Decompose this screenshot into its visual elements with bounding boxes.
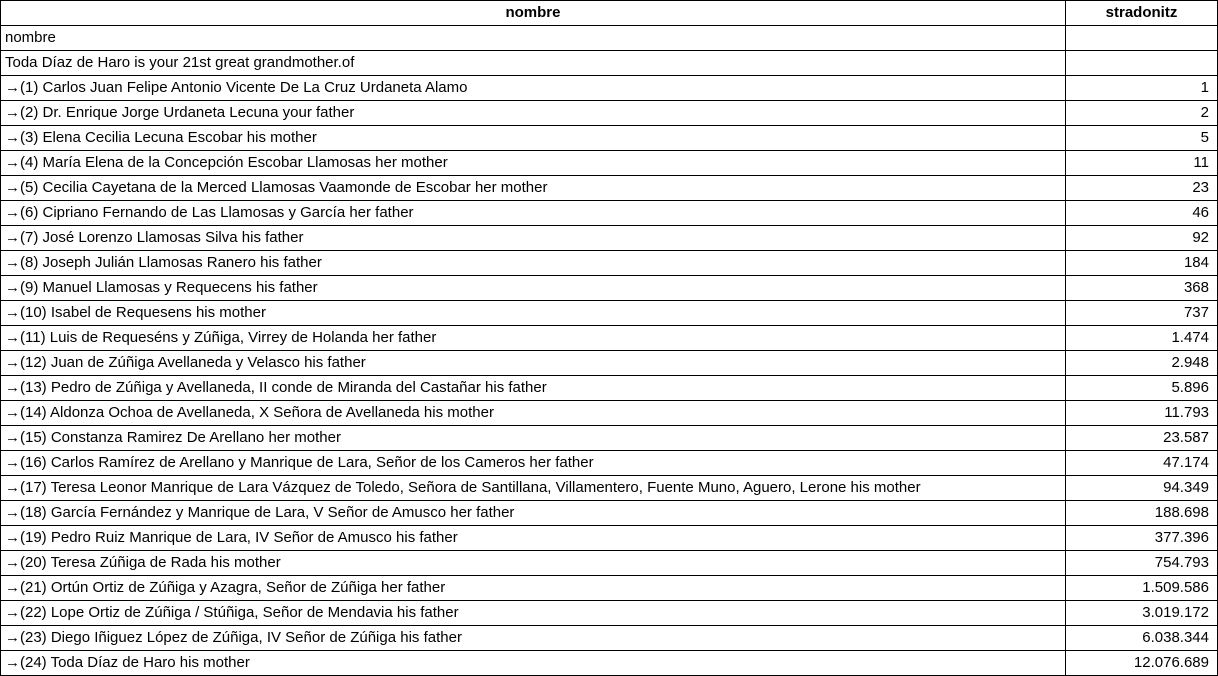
table-row	[1, 551, 1218, 576]
stradonitz-cell[interactable]: 2.948	[1066, 351, 1218, 376]
table-row	[1, 476, 1218, 501]
table-row	[1, 126, 1218, 151]
name-cell[interactable]: →(7) José Lorenzo Llamosas Silva his father	[1, 226, 1066, 251]
table-row	[1, 101, 1218, 126]
name-cell[interactable]: →(19) Pedro Ruiz Manrique de Lara, IV Señor de Amusco his father	[1, 526, 1066, 551]
table-row	[1, 326, 1218, 351]
table-row	[1, 226, 1218, 251]
table-row	[1, 501, 1218, 526]
table-row	[1, 351, 1218, 376]
name-cell[interactable]: →(15) Constanza Ramirez De Arellano her mother	[1, 426, 1066, 451]
name-cell[interactable]: →(20) Teresa Zúñiga de Rada his mother	[1, 551, 1066, 576]
table-row	[1, 401, 1218, 426]
subheader-empty-cell[interactable]	[1066, 26, 1218, 51]
relation-empty-cell[interactable]	[1066, 51, 1218, 76]
name-cell[interactable]: →(17) Teresa Leonor Manrique de Lara Vázquez de Toledo, Señora de Santillana, Villamentero, Fuente Muno, Aguero, Lerone his mother	[1, 476, 1066, 501]
stradonitz-cell[interactable]: 11	[1066, 151, 1218, 176]
table-row	[1, 301, 1218, 326]
stradonitz-cell[interactable]: 46	[1066, 201, 1218, 226]
table-row	[1, 576, 1218, 601]
stradonitz-cell[interactable]: 1.509.586	[1066, 576, 1218, 601]
name-cell[interactable]: →(2) Dr. Enrique Jorge Urdaneta Lecuna your father	[1, 101, 1066, 126]
name-cell[interactable]: →(18) García Fernández y Manrique de Lara, V Señor de Amusco her father	[1, 501, 1066, 526]
name-cell[interactable]: →(1) Carlos Juan Felipe Antonio Vicente De La Cruz Urdaneta Alamo	[1, 76, 1066, 101]
stradonitz-cell[interactable]: 5.896	[1066, 376, 1218, 401]
stradonitz-cell[interactable]: 368	[1066, 276, 1218, 301]
name-cell[interactable]: →(16) Carlos Ramírez de Arellano y Manrique de Lara, Señor de los Cameros her father	[1, 451, 1066, 476]
name-cell[interactable]: →(10) Isabel de Requesens his mother	[1, 301, 1066, 326]
name-cell[interactable]: →(21) Ortún Ortiz de Zúñiga y Azagra, Señor de Zúñiga her father	[1, 576, 1066, 601]
stradonitz-cell[interactable]: 5	[1066, 126, 1218, 151]
name-cell[interactable]: →(9) Manuel Llamosas y Requecens his father	[1, 276, 1066, 301]
table-row	[1, 426, 1218, 451]
table-row	[1, 451, 1218, 476]
column-header-nombre[interactable]: nombre	[1, 1, 1066, 26]
name-cell[interactable]: →(23) Diego Iñiguez López de Zúñiga, IV Señor de Zúñiga his father	[1, 626, 1066, 651]
name-cell[interactable]: →(11) Luis de Requeséns y Zúñiga, Virrey de Holanda her father	[1, 326, 1066, 351]
table-row	[1, 651, 1218, 676]
name-cell[interactable]: →(6) Cipriano Fernando de Las Llamosas y García her father	[1, 201, 1066, 226]
stradonitz-cell[interactable]: 23	[1066, 176, 1218, 201]
name-cell[interactable]: →(13) Pedro de Zúñiga y Avellaneda, II conde de Miranda del Castañar his father	[1, 376, 1066, 401]
subheader-row	[1, 26, 1218, 51]
stradonitz-cell[interactable]: 188.698	[1066, 501, 1218, 526]
stradonitz-cell[interactable]: 754.793	[1066, 551, 1218, 576]
name-cell[interactable]: →(14) Aldonza Ochoa de Avellaneda, X Señora de Avellaneda his mother	[1, 401, 1066, 426]
table-row	[1, 176, 1218, 201]
stradonitz-cell[interactable]: 737	[1066, 301, 1218, 326]
name-cell[interactable]: →(3) Elena Cecilia Lecuna Escobar his mother	[1, 126, 1066, 151]
table-row	[1, 151, 1218, 176]
name-cell[interactable]: →(4) María Elena de la Concepción Escobar Llamosas her mother	[1, 151, 1066, 176]
stradonitz-cell[interactable]: 12.076.689	[1066, 651, 1218, 676]
header-row	[1, 1, 1218, 26]
stradonitz-cell[interactable]: 11.793	[1066, 401, 1218, 426]
name-cell[interactable]: →(12) Juan de Zúñiga Avellaneda y Velasco his father	[1, 351, 1066, 376]
stradonitz-cell[interactable]: 184	[1066, 251, 1218, 276]
subheader-label-cell[interactable]: nombre	[1, 26, 1066, 51]
table-row	[1, 251, 1218, 276]
name-cell[interactable]: →(5) Cecilia Cayetana de la Merced Llamosas Vaamonde de Escobar her mother	[1, 176, 1066, 201]
stradonitz-cell[interactable]: 377.396	[1066, 526, 1218, 551]
table-row	[1, 276, 1218, 301]
name-cell[interactable]: →(22) Lope Ortiz de Zúñiga / Stúñiga, Señor de Mendavia his father	[1, 601, 1066, 626]
stradonitz-cell[interactable]: 6.038.344	[1066, 626, 1218, 651]
relation-cell[interactable]: Toda Díaz de Haro is your 21st great grandmother.of	[1, 51, 1066, 76]
stradonitz-cell[interactable]: 1.474	[1066, 326, 1218, 351]
stradonitz-cell[interactable]: 1	[1066, 76, 1218, 101]
column-header-stradonitz[interactable]: stradonitz	[1066, 1, 1218, 26]
table-row	[1, 76, 1218, 101]
stradonitz-cell[interactable]: 23.587	[1066, 426, 1218, 451]
table-row	[1, 376, 1218, 401]
stradonitz-cell[interactable]: 3.019.172	[1066, 601, 1218, 626]
stradonitz-cell[interactable]: 47.174	[1066, 451, 1218, 476]
table-row	[1, 626, 1218, 651]
table-row	[1, 201, 1218, 226]
name-cell[interactable]: →(8) Joseph Julián Llamosas Ranero his father	[1, 251, 1066, 276]
stradonitz-cell[interactable]: 92	[1066, 226, 1218, 251]
name-cell[interactable]: →(24) Toda Díaz de Haro his mother	[1, 651, 1066, 676]
stradonitz-cell[interactable]: 2	[1066, 101, 1218, 126]
table-row	[1, 601, 1218, 626]
table-row	[1, 526, 1218, 551]
relation-row	[1, 51, 1218, 76]
stradonitz-cell[interactable]: 94.349	[1066, 476, 1218, 501]
